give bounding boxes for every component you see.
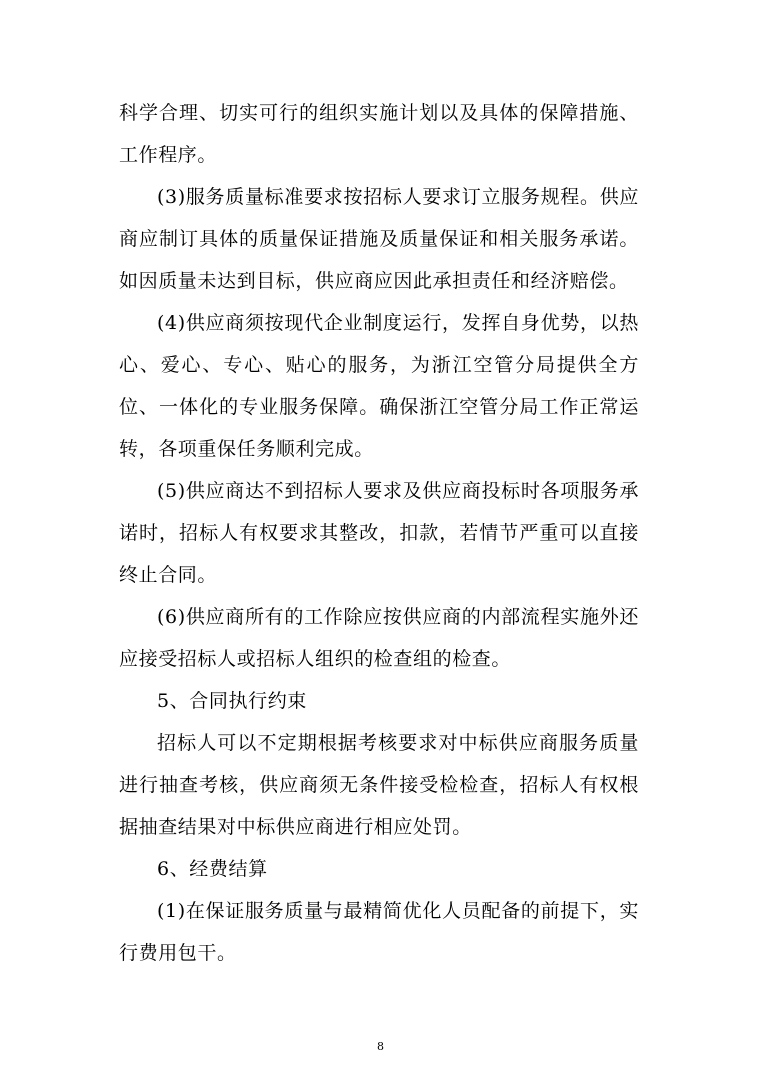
paragraph-enterprise-operation: (4)供应商须按现代企业制度运行，发挥自身优势，以热心、爱心、专心、贴心的服务，为浙江空管分局提供全方位、一体化的专业服务保障。确保浙江空管分局工作正常运转，各项重保任务顺利完成。 (119, 312, 639, 460)
paragraph-spot-check-assessment: 招标人可以不定期根据考核要求对中标供应商服务质量进行抽查考核，供应商须无条件接受检检查，招标人有权根据抽查结果对中标供应商进行相应处罚。 (119, 732, 639, 838)
page-number: 8 (377, 1040, 384, 1053)
document-body (119, 92, 639, 974)
paragraph-service-quality-standard: (3)服务质量标准要求按招标人要求订立服务规程。供应商应制订具体的质量保证措施及质量保证和相关服务承诺。如因质量未达到目标，供应商应因此承担责任和经济赔偿。 (119, 186, 639, 292)
section-heading-contract-constraints: 5、合同执行约束 (157, 690, 307, 712)
section-heading-expense-settlement: 6、经费结算 (157, 858, 268, 880)
paragraph-rectification-terms: (5)供应商达不到招标人要求及供应商投标时各项服务承诺时，招标人有权要求其整改，扣款，若情节严重可以直接终止合同。 (119, 480, 639, 586)
paragraph-organization-plan: 科学合理、切实可行的组织实施计划以及具体的保障措施、工作程序。 (119, 102, 639, 166)
paragraph-inspection-acceptance: (6)供应商所有的工作除应按供应商的内部流程实施外还应接受招标人或招标人组织的检查组的检查。 (119, 606, 639, 670)
paragraph-cost-contracting: (1)在保证服务质量与最精简优化人员配备的前提下，实行费用包干。 (119, 900, 639, 964)
